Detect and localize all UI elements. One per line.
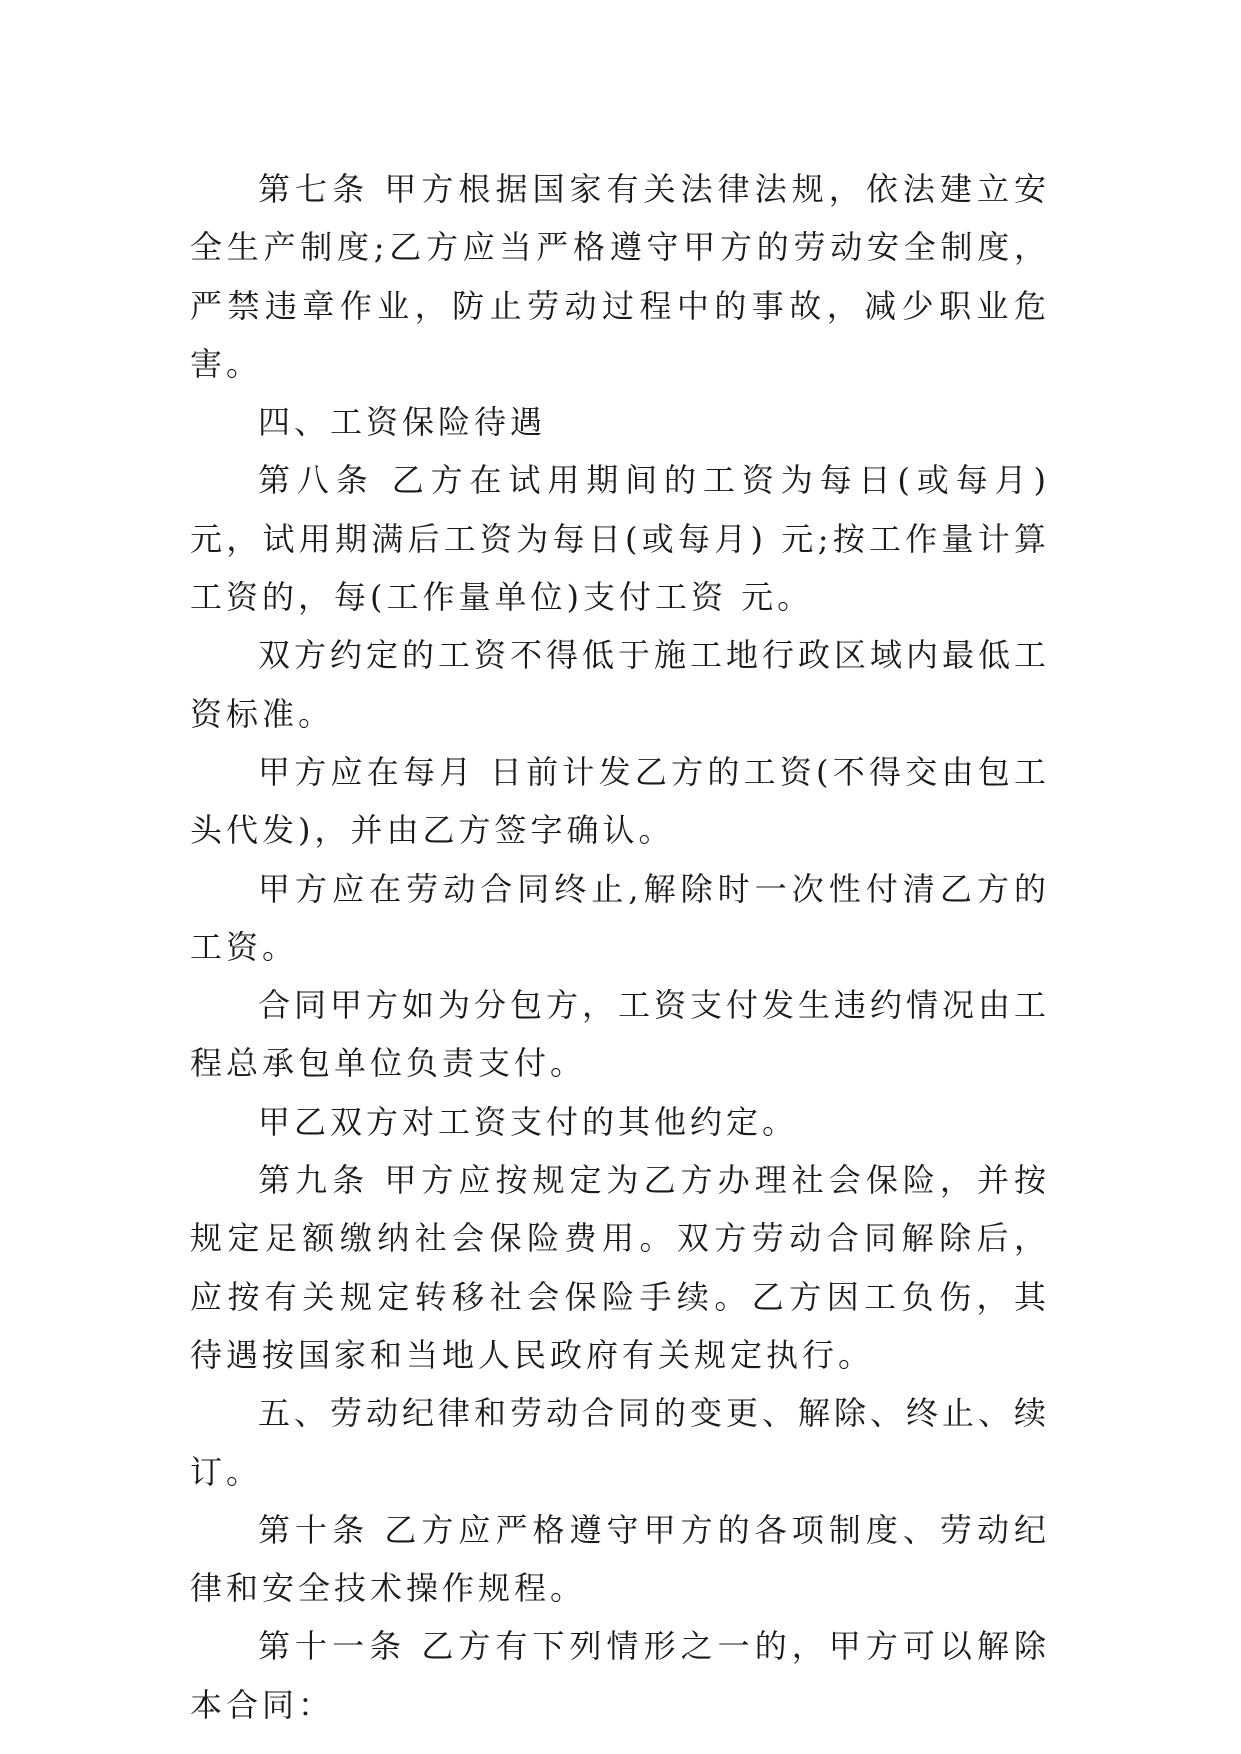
paragraph-subcontractor-liability: 合同甲方如为分包方，工资支付发生违约情况由工程总承包单位负责支付。 bbox=[190, 986, 1051, 1083]
paragraph-article-8: 第八条 乙方在试用期间的工资为每日(或每月) 元，试用期满后工资为每日(或每月) 元;按工作量计算工资的，每(工作量单位)支付工资 元。 bbox=[190, 461, 1050, 617]
paragraph-monthly-pay-date: 甲方应在每月 日前计发乙方的工资(不得交由包工头代发)，并由乙方签字确认。 bbox=[190, 752, 1050, 850]
paragraph-article-9: 第九条 甲方应按规定为乙方办理社会保险，并按规定足额缴纳社会保险费用。双方劳动合同解除后，应按有关规定转移社会保险手续。乙方因工负伤，其待遇按国家和当地人民政府有关规定执行。 bbox=[190, 1161, 1050, 1374]
section-heading-labor-discipline: 五、劳动纪律和劳动合同的变更、解除、终止、续订。 bbox=[190, 1394, 1051, 1491]
paragraph-other-agreements: 甲乙双方对工资支付的其他约定。 bbox=[258, 1102, 799, 1141]
paragraph-article-10: 第十条 乙方应严格遵守甲方的各项制度、劳动纪律和安全技术操作规程。 bbox=[190, 1510, 1050, 1608]
document-body bbox=[190, 160, 1050, 1734]
section-heading-wages-insurance: 四、工资保险待遇 bbox=[258, 403, 547, 442]
paragraph-article-11: 第十一条 乙方有下列情形之一的，甲方可以解除本合同： bbox=[190, 1627, 1050, 1724]
paragraph-minimum-wage: 双方约定的工资不得低于施工地行政区域内最低工资标准。 bbox=[190, 636, 1051, 733]
paragraph-final-settlement: 甲方应在劳动合同终止,解除时一次性付清乙方的工资。 bbox=[190, 869, 1050, 966]
paragraph-article-7: 第七条 甲方根据国家有关法律法规，依法建立安全生产制度;乙方应当严格遵守甲方的劳动安全制度，严禁违章作业，防止劳动过程中的事故，减少职业危害。 bbox=[190, 170, 1050, 383]
